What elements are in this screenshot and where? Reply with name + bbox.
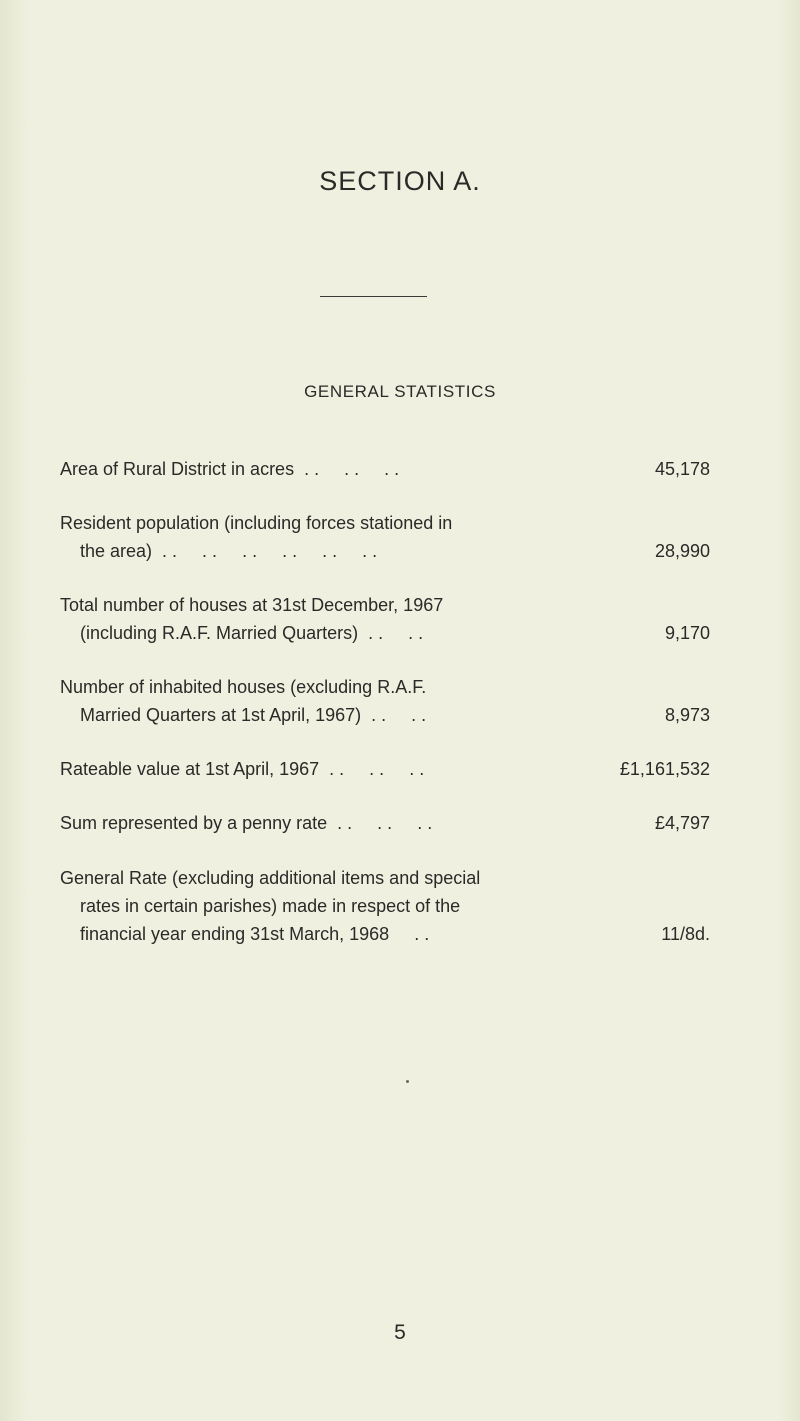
stat-label bbox=[60, 509, 545, 565]
stat-value: 8,973 bbox=[664, 705, 710, 725]
stat-value: 11/8d. bbox=[661, 924, 710, 944]
general-statistics-heading: GENERAL STATISTICS bbox=[304, 382, 496, 401]
stat-general-rate bbox=[60, 864, 710, 948]
stat-value: 9,170 bbox=[664, 623, 710, 643]
stat-label-line: Rateable value at 1st April, 1967 . . . . . . bbox=[60, 759, 425, 779]
print-speck bbox=[406, 1080, 409, 1083]
dot-leaders: . . . . . . . . . . . . bbox=[152, 541, 378, 561]
stat-label-line: rates in certain parishes) made in respect of the bbox=[80, 896, 461, 916]
stat-label-line: (including R.A.F. Married Quarters) . . . . bbox=[80, 623, 424, 643]
stat-value: £4,797 bbox=[654, 813, 710, 833]
stat-label-line: the area) . . . . . . . . . . . . bbox=[80, 541, 378, 561]
page-edge-shadow-left bbox=[0, 0, 28, 1421]
stat-inhabited-houses bbox=[60, 673, 710, 729]
stat-penny-rate bbox=[60, 809, 710, 837]
stat-label bbox=[60, 755, 545, 783]
section-title: SECTION A. bbox=[319, 166, 481, 196]
stat-label-line: Total number of houses at 31st December, 1967 bbox=[60, 595, 444, 615]
dot-leaders: . . bbox=[389, 924, 430, 944]
stat-area bbox=[60, 455, 710, 483]
dot-leaders: . . . . . . bbox=[319, 759, 425, 779]
stat-label-line: Sum represented by a penny rate . . . . . . bbox=[60, 813, 433, 833]
stat-label bbox=[60, 809, 545, 837]
stat-rateable-value bbox=[60, 755, 710, 783]
dot-leaders: . . . . . . bbox=[327, 813, 433, 833]
dot-leaders: . . . . bbox=[361, 705, 427, 725]
stat-label bbox=[60, 864, 545, 948]
title-divider bbox=[320, 296, 427, 297]
stat-label bbox=[60, 455, 545, 483]
stat-label-line: financial year ending 31st March, 1968 . . bbox=[80, 924, 430, 944]
stat-value: £1,161,532 bbox=[619, 759, 710, 779]
dot-leaders: . . . . bbox=[358, 623, 424, 643]
stat-label bbox=[60, 591, 545, 647]
stat-label bbox=[60, 673, 545, 729]
stat-total-houses bbox=[60, 591, 710, 647]
page-number: 5 bbox=[394, 1321, 406, 1344]
stat-label-line: Married Quarters at 1st April, 1967) . . . . bbox=[80, 705, 427, 725]
stat-label-line: Area of Rural District in acres . . . . . . bbox=[60, 459, 400, 479]
stat-resident-population bbox=[60, 509, 710, 565]
stat-value: 45,178 bbox=[654, 459, 710, 479]
stat-label-line: Resident population (including forces stationed in bbox=[60, 513, 453, 533]
stat-value: 28,990 bbox=[654, 541, 710, 561]
stat-label-line: Number of inhabited houses (excluding R.A.F. bbox=[60, 677, 427, 697]
dot-leaders: . . . . . . bbox=[294, 459, 400, 479]
stat-label-line: General Rate (excluding additional items and special bbox=[60, 868, 481, 888]
page-edge-shadow-right bbox=[778, 0, 800, 1421]
